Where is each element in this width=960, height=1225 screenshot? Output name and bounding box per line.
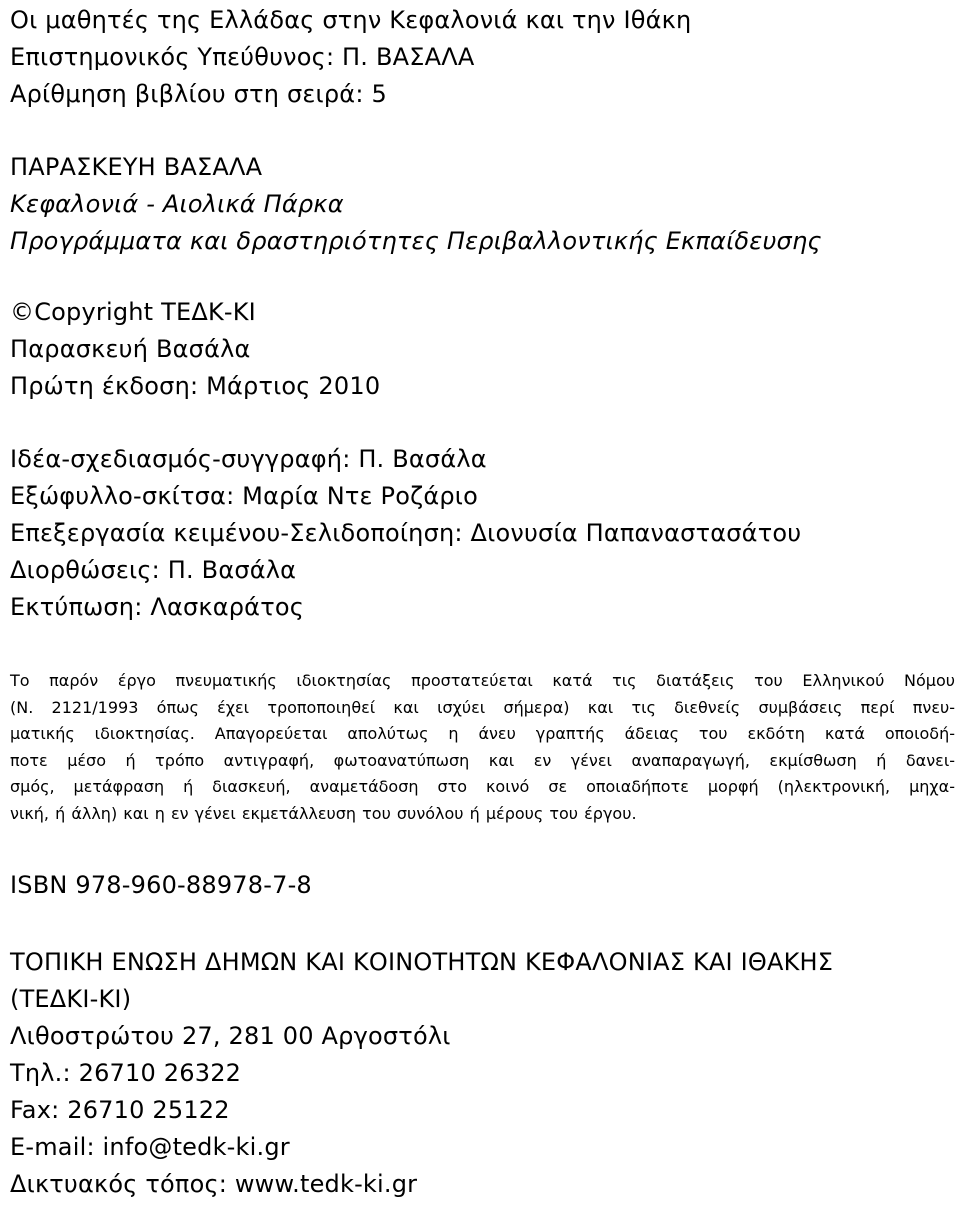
legal-line: Το παρόν έργο πνευματικής ιδιοκτησίας προστατεύεται κατά τις διατάξεις του Ελληνικού Νόμου (10, 671, 955, 690)
book-title: Κεφαλονιά - Αιολικά Πάρκα (10, 190, 344, 218)
copyright-holder: Παρασκευή Βασάλα (10, 335, 251, 363)
legal-notice (10, 668, 955, 827)
isbn: ISBN 978-960-88978-7-8 (10, 871, 312, 899)
publisher-name: ΤΟΠΙΚΗ ΕΝΩΣΗ ΔΗΜΩΝ ΚΑΙ ΚΟΙΝΟΤΗΤΩΝ ΚΕΦΑΛΟΝΙΑΣ ΚΑΙ ΙΘΑΚΗΣ (10, 948, 834, 976)
copyright-block (10, 294, 955, 405)
publisher-abbr: (ΤΕΔΚΙ-ΚΙ) (10, 985, 132, 1013)
legal-line: (Ν. 2121/1993 όπως έχει τροποποιηθεί και ισχύει σήμερα) και τις διεθνείς συμβάσεις περί πνευ- (10, 697, 955, 717)
credit-line: Ιδέα-σχεδιασμός-συγγραφή: Π. Βασάλα (10, 445, 487, 473)
credit-line: Εκτύπωση: Λασκαράτος (10, 593, 305, 621)
credit-line: Εξώφυλλο-σκίτσα: Μαρία Ντε Ροζάριο (10, 482, 478, 510)
copyright-notice: ©Copyright ΤΕΔΚ-ΚΙ (10, 298, 256, 326)
publisher-email[interactable]: E-mail: info@tedk-ki.gr (10, 1133, 290, 1161)
legal-line: ματικής ιδιοκτησίας. Απαγορεύεται απολύτως η άνευ γραπτής άδειας του εκδότη κατά οποιοδή- (10, 724, 955, 743)
publisher-fax: Fax: 26710 25122 (10, 1096, 230, 1124)
publisher-address: Λιθοστρώτου 27, 281 00 Αργοστόλι (10, 1022, 451, 1050)
edition-info: Πρώτη έκδοση: Μάρτιος 2010 (10, 372, 381, 400)
credit-line: Διορθώσεις: Π. Βασάλα (10, 556, 297, 584)
legal-line: σμός, μετάφραση ή διασκευή, αναμετάδοση στο κοινό σε οποιαδήποτε μορφή (ηλεκτρονική, μηχα- (10, 777, 955, 796)
legal-line: νική, ή άλλη) και η εν γένει εκμετάλλευση του συνόλου ή μέρους του έργου. (10, 803, 637, 823)
series-block (10, 2, 955, 113)
book-block (10, 149, 955, 260)
legal-line: ποτε μέσο ή τρόπο αντιγραφή, φωτοανατύπωση και εν γένει αναπαραγωγή, εκμίσθωση ή δανει- (10, 750, 955, 770)
series-title: Οι μαθητές της Ελλάδας στην Κεφαλονιά και την Ιθάκη (10, 6, 692, 34)
copyright-page (10, 0, 955, 1203)
publisher-phone: Τηλ.: 26710 26322 (10, 1059, 242, 1087)
book-author: ΠΑΡΑΣΚΕΥΗ ΒΑΣΑΛΑ (10, 153, 263, 181)
series-number: Αρίθμηση βιβλίου στη σειρά: 5 (10, 80, 387, 108)
series-editor: Επιστημονικός Υπεύθυνος: Π. ΒΑΣΑΛΑ (10, 43, 475, 71)
publisher-website[interactable]: Δικτυακός τόπος: www.tedk-ki.gr (10, 1170, 418, 1198)
credit-line: Επεξεργασία κειμένου-Σελιδοποίηση: Διονυσία Παπαναστασάτου (10, 519, 802, 547)
publisher-block (10, 944, 955, 1203)
credits-block (10, 441, 955, 626)
book-subtitle: Προγράμματα και δραστηριότητες Περιβαλλοντικής Εκπαίδευσης (10, 227, 822, 255)
